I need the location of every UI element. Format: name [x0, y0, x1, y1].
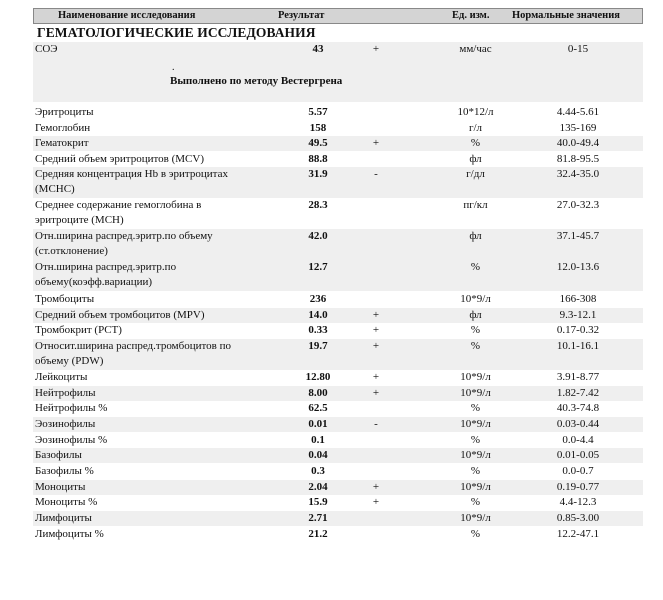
table-row — [33, 527, 643, 542]
row-result: 236 — [309, 293, 327, 305]
row-result: 0.04 — [308, 449, 328, 461]
row-unit: 10*9/л — [460, 481, 491, 493]
row-result: 14.0 — [308, 309, 328, 321]
row-norm: 40.0-49.4 — [556, 137, 600, 149]
row-norm: 0-15 — [567, 43, 589, 55]
row-norm: 0.85-3.00 — [556, 512, 600, 524]
table-row — [33, 370, 643, 385]
row-result: 12.80 — [305, 371, 331, 383]
row-unit: % — [470, 137, 481, 149]
row-result: 28.3 — [308, 199, 328, 211]
row-result: 19.7 — [308, 340, 328, 352]
row-norm: 32.4-35.0 — [556, 168, 600, 180]
table-row — [33, 105, 643, 120]
table-row — [33, 495, 643, 510]
row-flag: + — [372, 481, 380, 493]
row-unit: мм/час — [459, 43, 492, 55]
row-name: Нейтрофилы — [35, 387, 96, 399]
row-result: 2.04 — [308, 481, 328, 493]
row-unit: фл — [469, 153, 482, 165]
row-flag: + — [372, 43, 380, 55]
row-flag: + — [372, 324, 380, 336]
row-result: 5.57 — [308, 106, 328, 118]
row-name: Отн.ширина распред.эритр.по объему (ст.отклонение) — [35, 230, 213, 257]
row-norm: 4.44-5.61 — [556, 106, 600, 118]
row-flag: + — [372, 496, 380, 508]
table-row — [33, 464, 643, 479]
row-flag: + — [372, 137, 380, 149]
row-result: 88.8 — [308, 153, 328, 165]
row-name: Базофилы — [35, 449, 82, 461]
table-row — [33, 417, 643, 432]
row-name: Базофилы % — [35, 465, 94, 477]
row-name: Среднее содержание гемоглобина в эритроците (MCH) — [35, 199, 202, 226]
row-norm: 81.8-95.5 — [556, 153, 600, 165]
row-flag: - — [374, 418, 378, 430]
row-name: Средний объем тромбоцитов (MPV) — [35, 309, 205, 321]
header-norm: Нормальные значения — [512, 10, 620, 21]
table-row — [33, 323, 643, 338]
row-name: Средний объем эритроцитов (MCV) — [35, 153, 205, 165]
row-unit: 10*9/л — [460, 418, 491, 430]
row-unit: 10*9/л — [460, 293, 491, 305]
table-row — [33, 42, 643, 102]
table-row — [33, 260, 643, 291]
row-result: 62.5 — [308, 402, 328, 414]
row-result: 21.2 — [308, 528, 328, 540]
row-norm: 0.03-0.44 — [556, 418, 600, 430]
row-flag: + — [372, 309, 380, 321]
row-norm: 0.19-0.77 — [556, 481, 600, 493]
table-row — [33, 121, 643, 136]
row-norm: 12.2-47.1 — [556, 528, 600, 540]
row-flag: + — [372, 371, 380, 383]
row-unit: фл — [469, 309, 482, 321]
row-unit: г/дл — [466, 168, 485, 180]
table-row — [33, 292, 643, 307]
method-note: Выполнено по методу Вестергрена — [170, 75, 343, 87]
row-norm: 135-169 — [559, 122, 597, 134]
row-name: Эозинофилы — [35, 418, 96, 430]
table-row — [33, 401, 643, 416]
row-name: Эритроциты — [35, 106, 94, 118]
row-norm: 10.1-16.1 — [556, 340, 600, 352]
row-unit: % — [470, 340, 481, 352]
row-unit: пг/кл — [463, 199, 488, 211]
note-dot: . — [172, 62, 175, 73]
table-row — [33, 229, 643, 260]
row-norm: 0.0-0.7 — [562, 465, 594, 477]
row-norm: 9.3-12.1 — [559, 309, 597, 321]
row-norm: 3.91-8.77 — [556, 371, 600, 383]
table-row — [33, 433, 643, 448]
row-result: 31.9 — [308, 168, 328, 180]
row-unit: % — [470, 496, 481, 508]
table-row — [33, 167, 643, 198]
row-norm: 1.82-7.42 — [556, 387, 600, 399]
table-row — [33, 198, 643, 229]
row-unit: 10*9/л — [460, 449, 491, 461]
header-name: Наименование исследования — [58, 10, 196, 21]
table-row — [33, 308, 643, 323]
row-result: 12.7 — [308, 261, 328, 273]
row-name: Тромбоциты — [35, 293, 95, 305]
row-result: 15.9 — [308, 496, 328, 508]
row-norm: 0.0-4.4 — [562, 434, 594, 446]
row-unit: г/л — [468, 122, 483, 134]
table-row — [33, 152, 643, 167]
row-name: Лейкоциты — [35, 371, 88, 383]
row-name: Средняя концентрация Hb в эритроцитах (MCHC) — [35, 168, 228, 195]
row-name: Лимфоциты — [35, 512, 92, 524]
row-result: 0.3 — [311, 465, 325, 477]
row-unit: 10*9/л — [460, 387, 491, 399]
table-header — [33, 8, 643, 24]
row-name: Эозинофилы % — [35, 434, 108, 446]
row-norm: 166-308 — [559, 293, 597, 305]
header-result: Результат — [278, 10, 325, 21]
row-unit: % — [470, 402, 481, 414]
row-unit: % — [470, 465, 481, 477]
row-result: 43 — [312, 43, 324, 55]
row-unit: % — [470, 434, 481, 446]
table-row — [33, 136, 643, 151]
table-row — [33, 386, 643, 401]
row-result: 158 — [309, 122, 327, 134]
row-result: 2.71 — [308, 512, 328, 524]
row-name: Тромбокрит (PCT) — [35, 324, 122, 336]
row-name: Моноциты % — [35, 496, 98, 508]
row-norm: 37.1-45.7 — [556, 230, 600, 242]
table-row — [33, 339, 643, 370]
row-norm: 4.4-12.3 — [559, 496, 597, 508]
row-result: 42.0 — [308, 230, 328, 242]
row-unit: % — [470, 261, 481, 273]
row-result: 0.01 — [308, 418, 328, 430]
row-norm: 0.17-0.32 — [556, 324, 600, 336]
row-name: Гемоглобин — [35, 122, 91, 134]
row-flag: + — [372, 340, 380, 352]
row-flag: - — [374, 168, 378, 180]
row-name: СОЭ — [35, 43, 58, 55]
row-unit: % — [470, 528, 481, 540]
table-row — [33, 511, 643, 526]
row-result: 49.5 — [308, 137, 328, 149]
row-norm: 40.3-74.8 — [556, 402, 600, 414]
section-title: ГЕМАТОЛОГИЧЕСКИЕ ИССЛЕДОВАНИЯ — [37, 25, 316, 40]
row-result: 8.00 — [308, 387, 328, 399]
row-name: Лимфоциты % — [35, 528, 104, 540]
row-unit: фл — [469, 230, 482, 242]
row-unit: % — [470, 324, 481, 336]
row-unit: 10*9/л — [460, 512, 491, 524]
row-unit: 10*9/л — [460, 371, 491, 383]
row-name: Отн.ширина распред.эритр.по объему(коэфф.вариации) — [35, 261, 177, 288]
row-name: Относит.ширина распред.тромбоцитов по объему (PDW) — [35, 340, 231, 367]
header-unit: Ед. изм. — [452, 10, 490, 21]
row-result: 0.33 — [308, 324, 328, 336]
table-row — [33, 448, 643, 463]
row-norm: 0.01-0.05 — [556, 449, 600, 461]
row-norm: 12.0-13.6 — [556, 261, 600, 273]
row-norm: 27.0-32.3 — [556, 199, 600, 211]
row-name: Гематокрит — [35, 137, 89, 149]
table-row — [33, 480, 643, 495]
row-unit: 10*12/л — [457, 106, 494, 118]
row-flag: + — [372, 387, 380, 399]
row-name: Моноциты — [35, 481, 86, 493]
row-result: 0.1 — [311, 434, 325, 446]
row-name: Нейтрофилы % — [35, 402, 108, 414]
